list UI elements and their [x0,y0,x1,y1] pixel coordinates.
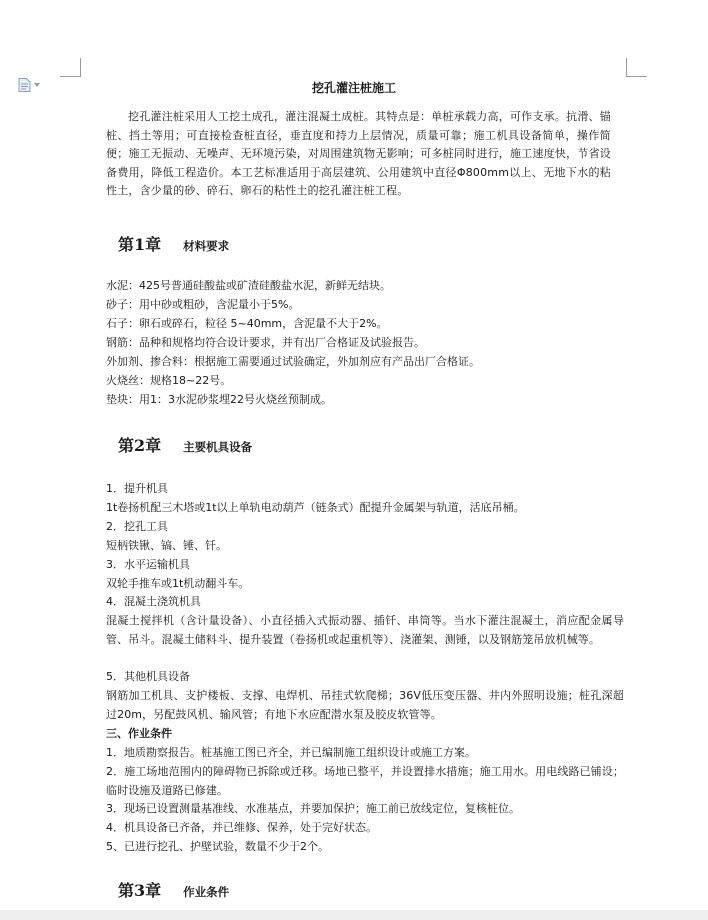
equipment-body: 钢筋加工机具、支护楼板、支撑、电焊机、吊挂式软爬梯；36V低压变压器、井内外照明设施；桩孔深超过20m，另配鼓风机、输风管；有地下水应配潜水泵及胶皮软管等。 [106,689,624,721]
page-corner-top-left [60,58,81,77]
condition-line: 5、已进行挖孔、护壁试验，数量不少于2个。 [106,840,329,853]
equipment-heading: 3．水平运输机具 [106,558,190,571]
material-line: 钢筋：品种和规格均符合设计要求，并有出厂合格证及试验报告。 [106,336,425,349]
page-bottom-edge [0,910,708,920]
equipment-heading: 2．挖孔工具 [106,520,168,533]
section-heading: 三、作业条件 [106,727,172,740]
chapter-1-heading [118,232,229,255]
material-line: 火烧丝：规格18~22号。 [106,374,232,387]
equipment-body: 双轮手推车或1t机动翻斗车。 [106,577,250,590]
equipment-heading: 5．其他机具设备 [106,670,190,683]
intro-paragraph: 挖孔灌注桩采用人工挖土成孔，灌注混凝土成桩。其特点是：单桩承载力高，可作支承。抗滑、锚桩、挡土等用；可直接检查桩直径，垂直度和持力上层情况，质量可靠；施工机具设备简单，操作简便；施工无振动、无噪声、无环境污染，对周围建筑物无影响；可多桩同时进行，施工速度快，节省设备费用，降低工程造价。本工艺标准适用于高层建筑、公用建筑中直径Φ800mm以上、无地下水的粘性土，含少量的砂、碎石、卵石的粘性土的挖孔灌注桩工程。 [106,110,611,197]
material-line: 砂子：用中砂或粗砂，含泥量小于5%。 [106,298,300,311]
chapter-3-heading [118,878,229,901]
chapter-number: 第2章 [118,436,162,455]
chapter-number: 第1章 [118,235,162,254]
material-line: 外加剂、掺合料：根据施工需要通过试验确定，外加剂应有产品出厂合格证。 [106,355,480,368]
material-line: 石子：卵石或碎石，粒径 5~40mm，含泥量不大于2%。 [106,317,388,330]
material-line: 水泥：425号普通硅酸盐或矿渣硅酸盐水泥，新鲜无结块。 [106,279,391,292]
chapter-number: 第3章 [118,881,162,900]
condition-line: 1．地质勘察报告。桩基施工图已齐全，并已编制施工组织设计或施工方案。 [106,746,476,759]
chapter-name: 材料要求 [183,239,230,253]
document-title: 挖孔灌注桩施工 [311,81,396,95]
condition-line: 4．机具设备已齐备，并已维修、保养，处于完好状态。 [106,821,377,834]
equipment-body: 1t卷扬机配三木塔或1t以上单轨电动葫芦（链条式）配提升金属架与轨道，活底吊桶。 [106,501,525,514]
condition-line: 2．施工场地范围内的障碍物已拆除或迁移。场地已整平，并设置排水措施；施工用水。用电线路已铺设；临时设施及道路已修建。 [106,765,624,797]
chapter-name: 主要机具设备 [183,440,253,454]
material-line: 垫块：用1：3水泥砂浆埋22号火烧丝预制成。 [106,393,332,406]
condition-line: 3．现场已设置测量基准线、水准基点，并要加保护；施工前已放线定位，复核桩位。 [106,802,520,815]
chapter-2-heading [118,433,252,456]
chapter-name: 作业条件 [183,885,230,899]
page-corner-top-right [626,58,647,77]
equipment-heading: 4．混凝土浇筑机具 [106,595,201,608]
equipment-heading: 1．提升机具 [106,482,168,495]
equipment-body: 短柄铁锹、镐、锤、钎。 [106,539,227,552]
equipment-body: 混凝土搅拌机（含计量设备）、小直径插入式振动器、插钎、串筒等。当水下灌注混凝土，消应配金属导管、吊斗。混凝土储料斗、提升装置（卷扬机或起重机等）、浇灌架、测锤，以及钢筋笼吊放机械等。 [106,614,624,646]
